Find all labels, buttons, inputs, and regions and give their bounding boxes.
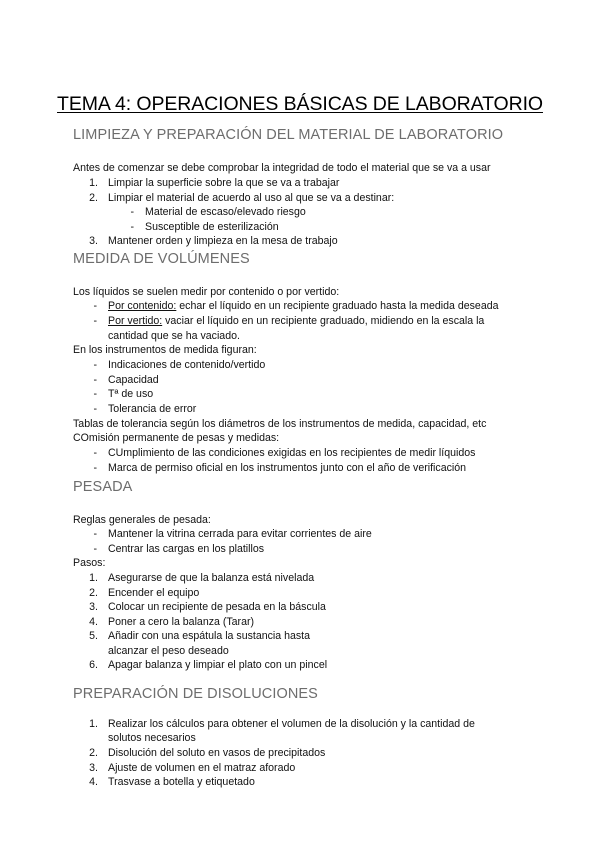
list-item-continuation: alcanzar el peso deseado (108, 645, 229, 657)
list-marker: 1. (89, 718, 98, 730)
list-item: Centrar las cargas en los platillos (108, 543, 265, 555)
list-item: Capacidad (108, 374, 159, 386)
list-item-continuation: solutos necesarios (108, 732, 196, 744)
dash-marker: - (130, 221, 134, 233)
text-vertido: vaciar el líquido en un recipiente graduado, midiendo en la escala la (162, 315, 485, 327)
list-item: Mantener orden y limpieza en la mesa de trabajo (108, 235, 338, 247)
list-item: Poner a cero la balanza (Tarar) (108, 616, 255, 628)
list-item: Limpiar la superficie sobre la que se va a trabajar (108, 177, 340, 189)
list-item: Asegurarse de que la balanza está nivelada (108, 572, 315, 584)
dash-marker: - (93, 300, 97, 312)
list-item: Realizar los cálculos para obtener el volumen de la disolución y la cantidad de (108, 718, 475, 730)
list-item-vertido (108, 315, 484, 328)
list-marker: 3. (89, 235, 98, 247)
list-marker: 5. (89, 630, 98, 642)
comision-text: COmisión permanente de pesas y medidas: (73, 432, 280, 444)
dash-marker: - (93, 543, 97, 555)
label-vertido: Por vertido: (108, 315, 163, 327)
list-item: Mantener la vitrina cerrada para evitar corrientes de aire (108, 528, 372, 540)
list-item: Trasvase a botella y etiquetado (108, 776, 255, 788)
list-marker: 2. (89, 192, 98, 204)
dash-marker: - (93, 462, 97, 474)
heading-pesada: PESADA (73, 479, 133, 495)
heading-limpieza: LIMPIEZA Y PREPARACIÓN DEL MATERIAL DE LABORATORIO (73, 127, 504, 143)
sub-list-item: Material de escaso/elevado riesgo (145, 206, 306, 218)
dash-marker: - (93, 388, 97, 400)
list-marker: 1. (89, 177, 98, 189)
dash-marker: - (93, 374, 97, 386)
document-title: TEMA 4: OPERACIONES BÁSICAS DE LABORATORIO (57, 93, 543, 115)
list-marker: 6. (89, 659, 98, 671)
tablas-text: Tablas de tolerancia según los diámetros de los instrumentos de medida, capacidad, etc (73, 418, 487, 430)
list-marker: 3. (89, 601, 98, 613)
text-contenido: echar el líquido en un recipiente graduado hasta la medida deseada (176, 300, 499, 312)
dash-marker: - (93, 447, 97, 459)
heading-disoluciones: PREPARACIÓN DE DISOLUCIONES (73, 686, 318, 702)
list-item: Encender el equipo (108, 587, 200, 599)
list-marker: 1. (89, 572, 98, 584)
list-marker: 3. (89, 762, 98, 774)
dash-marker: - (93, 528, 97, 540)
list-item-continuation: cantidad que se ha vaciado. (108, 330, 240, 342)
list-item: Disolución del soluto en vasos de precipitados (108, 747, 326, 759)
dash-marker: - (93, 359, 97, 371)
list-item: Tolerancia de error (108, 403, 197, 415)
list-item: Marca de permiso oficial en los instrumentos junto con el año de verificación (108, 462, 467, 474)
list-item: Tª de uso (108, 388, 154, 400)
label-contenido: Por contenido: (108, 300, 177, 312)
volumenes-intro: Los líquidos se suelen medir por contenido o por vertido: (73, 286, 340, 298)
list-marker: 4. (89, 616, 98, 628)
dash-marker: - (93, 403, 97, 415)
list-item: Indicaciones de contenido/vertido (108, 359, 266, 371)
heading-volumenes: MEDIDA DE VOLÚMENES (73, 251, 250, 267)
dash-marker: - (130, 206, 134, 218)
list-item: Apagar balanza y limpiar el plato con un pincel (108, 659, 328, 671)
list-marker: 2. (89, 587, 98, 599)
reglas-intro: Reglas generales de pesada: (73, 514, 211, 526)
list-marker: 2. (89, 747, 98, 759)
list-item: Limpiar el material de acuerdo al uso al que se va a destinar: (108, 192, 395, 204)
instrumentos-intro: En los instrumentos de medida figuran: (73, 344, 257, 356)
limpieza-intro: Antes de comenzar se debe comprobar la integridad de todo el material que se va a usar (73, 162, 491, 174)
list-item: CUmplimiento de las condiciones exigidas en los recipientes de medir líquidos (108, 447, 476, 459)
list-item: Ajuste de volumen en el matraz aforado (108, 762, 296, 774)
list-item: Colocar un recipiente de pesada en la báscula (108, 601, 326, 613)
list-item-contenido (108, 300, 499, 313)
list-marker: 4. (89, 776, 98, 788)
pasos-intro: Pasos: (73, 557, 106, 569)
dash-marker: - (93, 315, 97, 327)
sub-list-item: Susceptible de esterilización (145, 221, 279, 233)
list-item: Añadir con una espátula la sustancia hasta (108, 630, 311, 642)
